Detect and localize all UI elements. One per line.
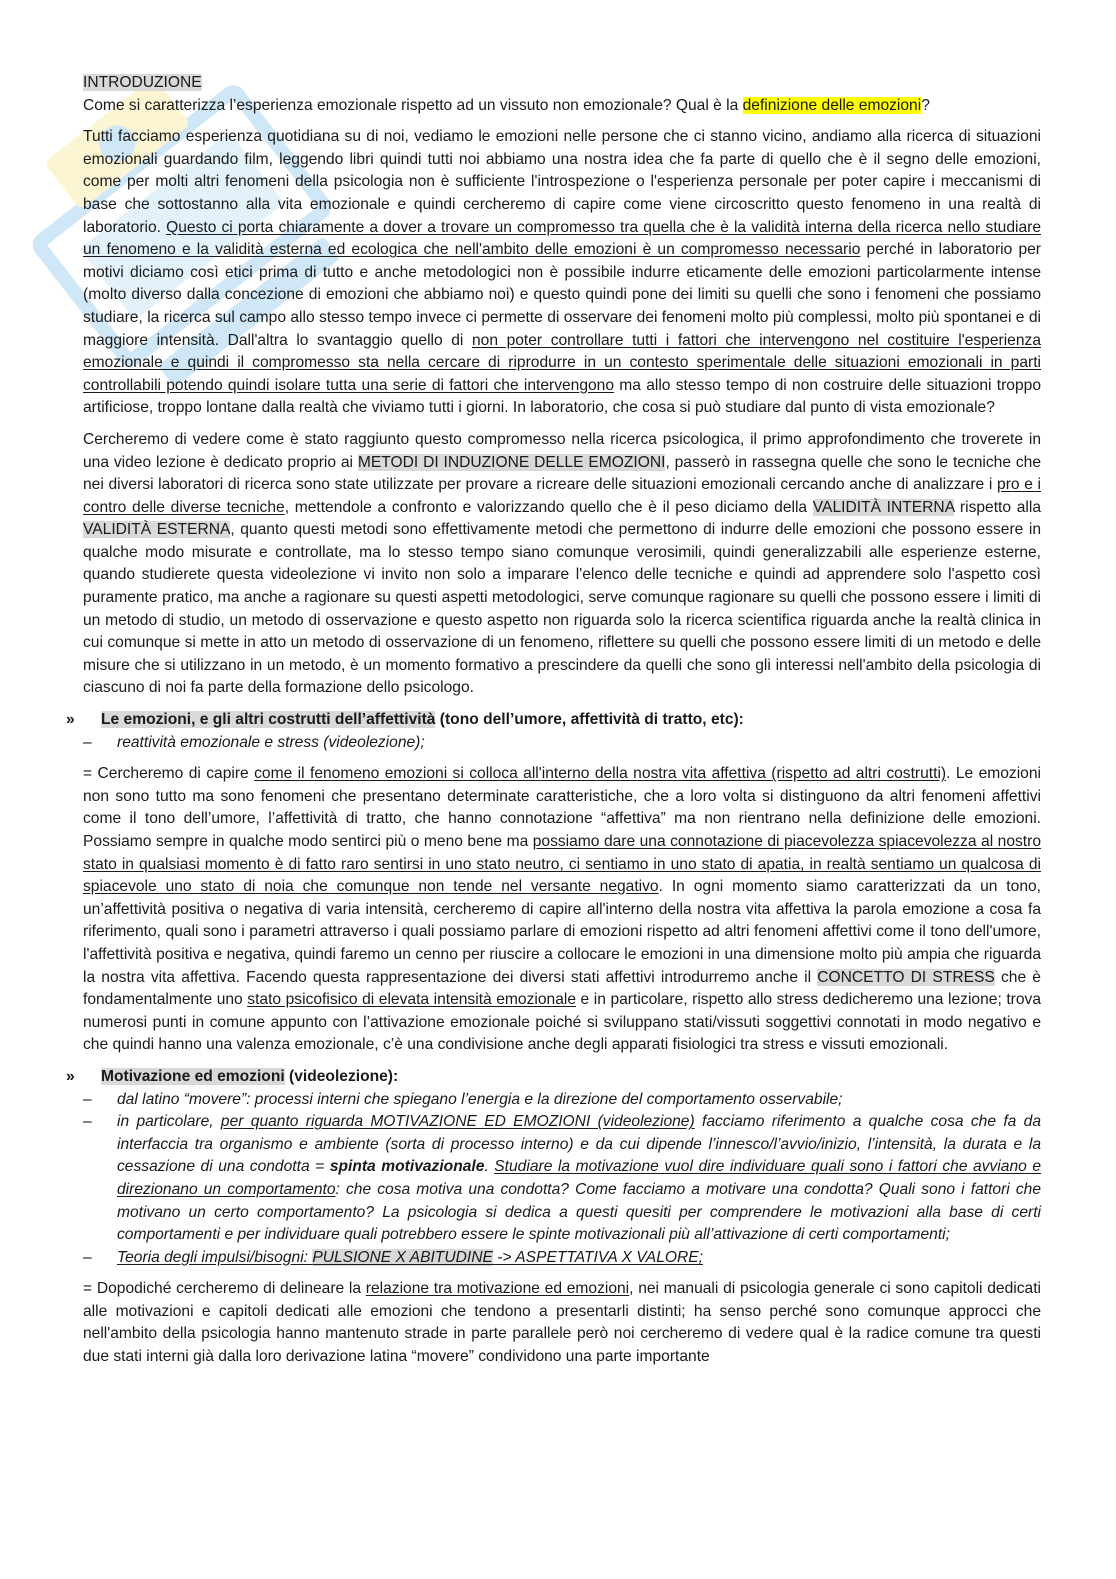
list-item: – Teoria degli impulsi/bisogni: PULSIONE X ABITUDINE -> ASPETTATIVA X VALORE; xyxy=(83,1247,1041,1270)
list-item: – dal latino “movere”: processi interni che spiegano l’energia e la direzione del comportamento osservabile; xyxy=(83,1089,1041,1112)
highlight-definition: definizione delle emozioni xyxy=(742,96,922,114)
dash-marker: – xyxy=(83,1090,92,1108)
list-item: – reattività emozionale e stress (videolezione); xyxy=(83,732,1041,755)
intro-question: Come si caratterizza l’esperienza emozionale rispetto ad un vissuto non emozionale? Qual è la definizione delle emozioni? xyxy=(83,96,930,114)
section-motivation-heading: » Motivazione ed emozioni (videolezione): xyxy=(83,1066,1041,1089)
paragraph-1: Tutti facciamo esperienza quotidiana su di noi, vediamo le emozioni nelle persone che ci stanno vicino, andiamo alla ricerca di situazioni emozionali guardando film, leggendo libri quindi tutti noi abbiamo una nostra idea che fa parte di quello che è il segno delle emozioni, come per molti altri fenomeni della psicologia non è sufficiente l'introspezione o l'esperienza personale per poter capire i meccanismi di base che sottostanno alla vita emozionale e quindi cercheremo di capire come viene circoscritto questo fenomeno in una realtà di laboratorio. Questo ci porta chiaramente a dover a trovare un compromesso tra quella che è la validità interna della ricerca nello studiare un fenomeno e la validità esterna ed ecologica che nell'ambito delle emozioni è un compromesso necessario perché in laboratorio per motivi diciamo così etici prima di tutto e anche metodologici non è possibile indurre eticamente delle emozioni particolarmente intense (molto diverso dalla concezione di emozioni che abbiamo noi) e questo quindi pone dei limiti su quelli che sono i fenomeni che possiamo studiare, la ricerca sul campo allo stesso tempo invece ci permette di osservare dei fenomeni molto più complessi, molto più spontanei e di maggiore intensità. Dall'altra lo svantaggio quello di non poter controllare tutti i fattori che intervengono nel costituire l'esperienza emozionale e quindi il compromesso sta nella cercare di riprodurre in un contesto sperimentale delle situazioni emozionali in parti controllabili potendo quindi isolare tutta una serie di fattori che intervengono ma allo stesso tempo di non costruire delle situazioni troppo artificiose, troppo lontane dalla realtà che viviamo tutti i giorni. In laboratorio, che cosa si può studiare dal punto di vista emozionale? xyxy=(83,128,1041,417)
intro-heading: INTRODUZIONE xyxy=(83,74,202,91)
list-item: – in particolare, per quanto riguarda MOTIVAZIONE ED EMOZIONI (videolezione) facciamo riferimento a qualche cosa che fa da interfaccia tra organismo e ambiente (sorta di processo interno) e da cui dipende l’innesco/l’avvio/inizio, l’intensità, la durata e la cessazione di una condotta = spinta motivazionale. Studiare la motivazione vuol dire individuare quali sono i fattori che avviano e direzionano un comportamento: che cosa motiva una condotta? Come facciamo a motivare una condotta? Quali sono i fattori che motivano un certo comportamento? La psicologia si dedica a questi quesiti per comprendere le motivazioni alla base di certi comportamenti e per individuare quali potrebbero essere le spinte motivazionali più all’attivazione di certi comportamenti; xyxy=(83,1113,1042,1244)
paragraph-2: Cercheremo di vedere come è stato raggiunto questo compromesso nella ricerca psicologica, il primo approfondimento che troverete in una video lezione è dedicato proprio ai METODI DI INDUZIONE DELLE EMOZIONI, passerò in rassegna quelle che sono le tecniche che nei diversi laboratori di ricerca sono state utilizzate per provare a ricreare delle situazioni emozionali cercando anche di analizzare i pro e i contro delle diverse tecniche, mettendole a confronto e valorizzando quello che è il peso diciamo della VALIDITÀ INTERNA rispetto alla VALIDITÀ ESTERNA, quanto questi metodi sono effettivamente metodi che permettono di indurre delle emozioni che possono essere in qualche modo misurate e controllate, ma lo stesso tempo siano comunque verosimili, quindi generalizzabili alle esperienze esterne, quando studierete questa videolezione vi invito non solo a imparare l'elenco delle tecniche e quindi ad apprendere solo l'aspetto così puramente pratico, ma anche a ragionare su questi aspetti metodologici, serve comunque ragionare su quelli che possono essere i limiti di un metodo di studio, un metodo di osservazione e questo aspetto non riguarda solo la ricerca scientifica riguarda anche la realtà clinica in cui comunque si mette in atto un metodo di osservazione di un fenomeno, riflettere su quelli che possono essere limiti di un metodo e delle misure che si utilizzano in un metodo, è un momento formativo a prescindere da quelli che sono gli interessi nell'ambito della psicologia di ciascuno di noi fa parte della formazione dello psicologo. xyxy=(83,430,1042,697)
dash-marker: – xyxy=(83,1248,92,1266)
dash-marker: – xyxy=(83,733,92,751)
dash-marker: – xyxy=(83,1113,92,1131)
document-page xyxy=(66,72,1042,1378)
paragraph-3: = Cercheremo di capire come il fenomeno emozioni si colloca all'interno della nostra vita affettiva (rispetto ad altri costrutti). Le emozioni non sono tutto ma sono fenomeni che presentano determinate caratteristiche, che a loro volta si distinguono da altri fenomeni affettivi come il tono dell’umore, l’affettività di tratto, che hanno connotazione “affettiva” ma non rientrano nella definizione delle emozioni. Possiamo sempre in qualche modo sentirci più o meno bene ma possiamo dare una connotazione di piacevolezza spiacevolezza al nostro stato in qualsiasi momento è di fatto raro sentirsi in uno stato neutro, ci sentiamo in uno stato di apatia, in realtà sentiamo un qualcosa di spiacevole uno stato di noia che comunque non tende nel versante negativo. In ogni momento siamo caratterizzati da un tono, un’affettività positiva o negativa di varia intensità, cercheremo di capire all'interno della nostra vita affettiva la parola emozione a cosa fa riferimento, quali sono i parametri attraverso i quali possiamo parlare di emozioni rispetto ad altri fenomeni affettivi come il tono dell'umore, l'affettività positiva e negativa, quindi faremo un cenno per riuscire a collocare le emozioni in una dimensione molto più ampia che riguarda la nostra vita affettiva. Facendo questa rappresentazione dei diversi stati affettivi introdurremo anche il CONCETTO DI STRESS che è fondamentalmente uno stato psicofisico di elevata intensità emozionale e in particolare, rispetto allo stress dedicheremo una lezione; trova numerosi punti in comune appunto con l’attivazione emozionale poiché si sviluppano stati/vissuti soggettivi connotati in modo negativo e che quindi hanno una valenza emozionale, c’è una condivisione anche degli apparati fisiologici tra stress e vissuti emozionali. xyxy=(83,765,1042,1054)
section-emotions-heading: » Le emozioni, e gli altri costrutti dell’affettività (tono dell’umore, affettività di tratto, etc): xyxy=(83,709,1041,732)
bullet-marker: » xyxy=(66,1067,75,1085)
bullet-marker: » xyxy=(66,711,75,729)
paragraph-4: = Dopodiché cercheremo di delineare la relazione tra motivazione ed emozioni, nei manuali di psicologia generale ci sono capitoli dedicati alle motivazioni e capitoli dedicati alle emozioni che tendono a presentarli distinti; ha senso perché sono comunque approcci che nell'ambito della psicologia hanno mantenuto strade in parte parallele però noi cercheremo di vedere qual è la radice comune tra questi due stati interni già dalla loro derivazione latina “movere” condividono una parte importante xyxy=(83,1280,1041,1366)
